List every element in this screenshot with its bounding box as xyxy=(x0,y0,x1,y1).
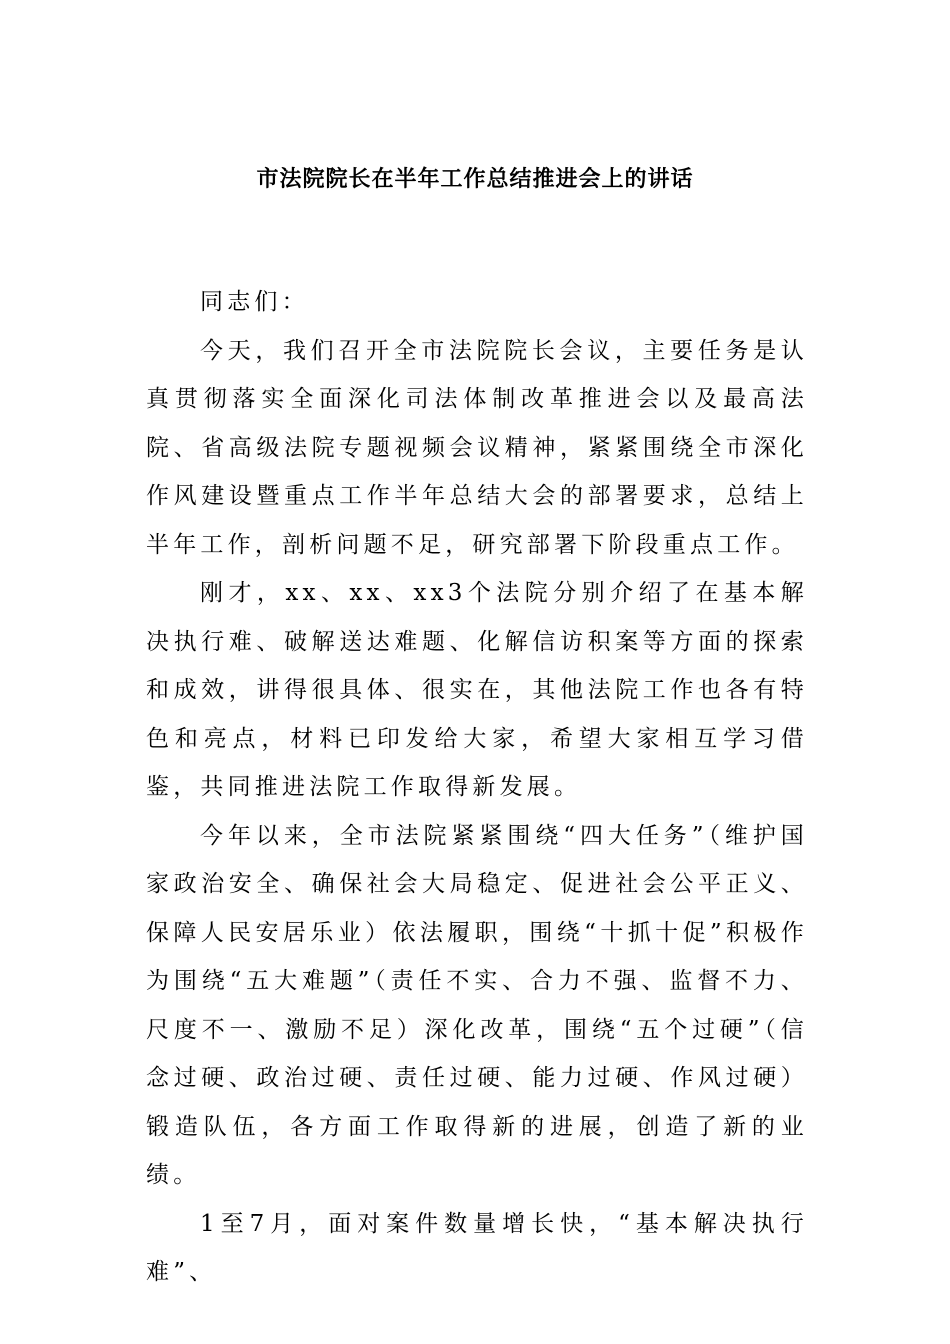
paragraph: 1至7月，面对案件数量增长快，“基本解决执行难”、 xyxy=(146,1210,808,1285)
paragraph: 今年以来，全市法院紧紧围绕“四大任务”（维护国家政治安全、确保社会大局稳定、促进社会公平正义、保障人民安居乐业）依法履职，围绕“十抓十促”积极作为围绕“五大难题”（责任不实、合力不强、监督不力、尺度不一、激励不足）深化改革，围绕“五个过硬”（信念过硬、政治过硬、责任过硬、能力过硬、作风过硬）锻造队伍，各方面工作取得新的进展，创造了新的业绩。 xyxy=(146,822,808,1188)
paragraph: 刚才，xx、xx、xx3个法院分别介绍了在基本解决执行难、破解送达难题、化解信访积案等方面的探索和成效，讲得很具体、很实在，其他法院工作也各有特色和亮点，材料已印发给大家，希望大家相互学习借鉴，共同推进法院工作取得新发展。 xyxy=(146,580,808,800)
document-title: 市法院院长在半年工作总结推进会上的讲话 xyxy=(256,166,694,192)
document-body xyxy=(146,278,808,1297)
paragraph: 今天，我们召开全市法院院长会议，主要任务是认真贯彻落实全面深化司法体制改革推进会以及最高法院、省高级法院专题视频会议精神，紧紧围绕全市深化作风建设暨重点工作半年总结大会的部署要求，总结上半年工作，剖析问题不足，研究部署下阶段重点工作。 xyxy=(146,337,808,558)
paragraph-salutation: 同志们： xyxy=(200,289,309,315)
